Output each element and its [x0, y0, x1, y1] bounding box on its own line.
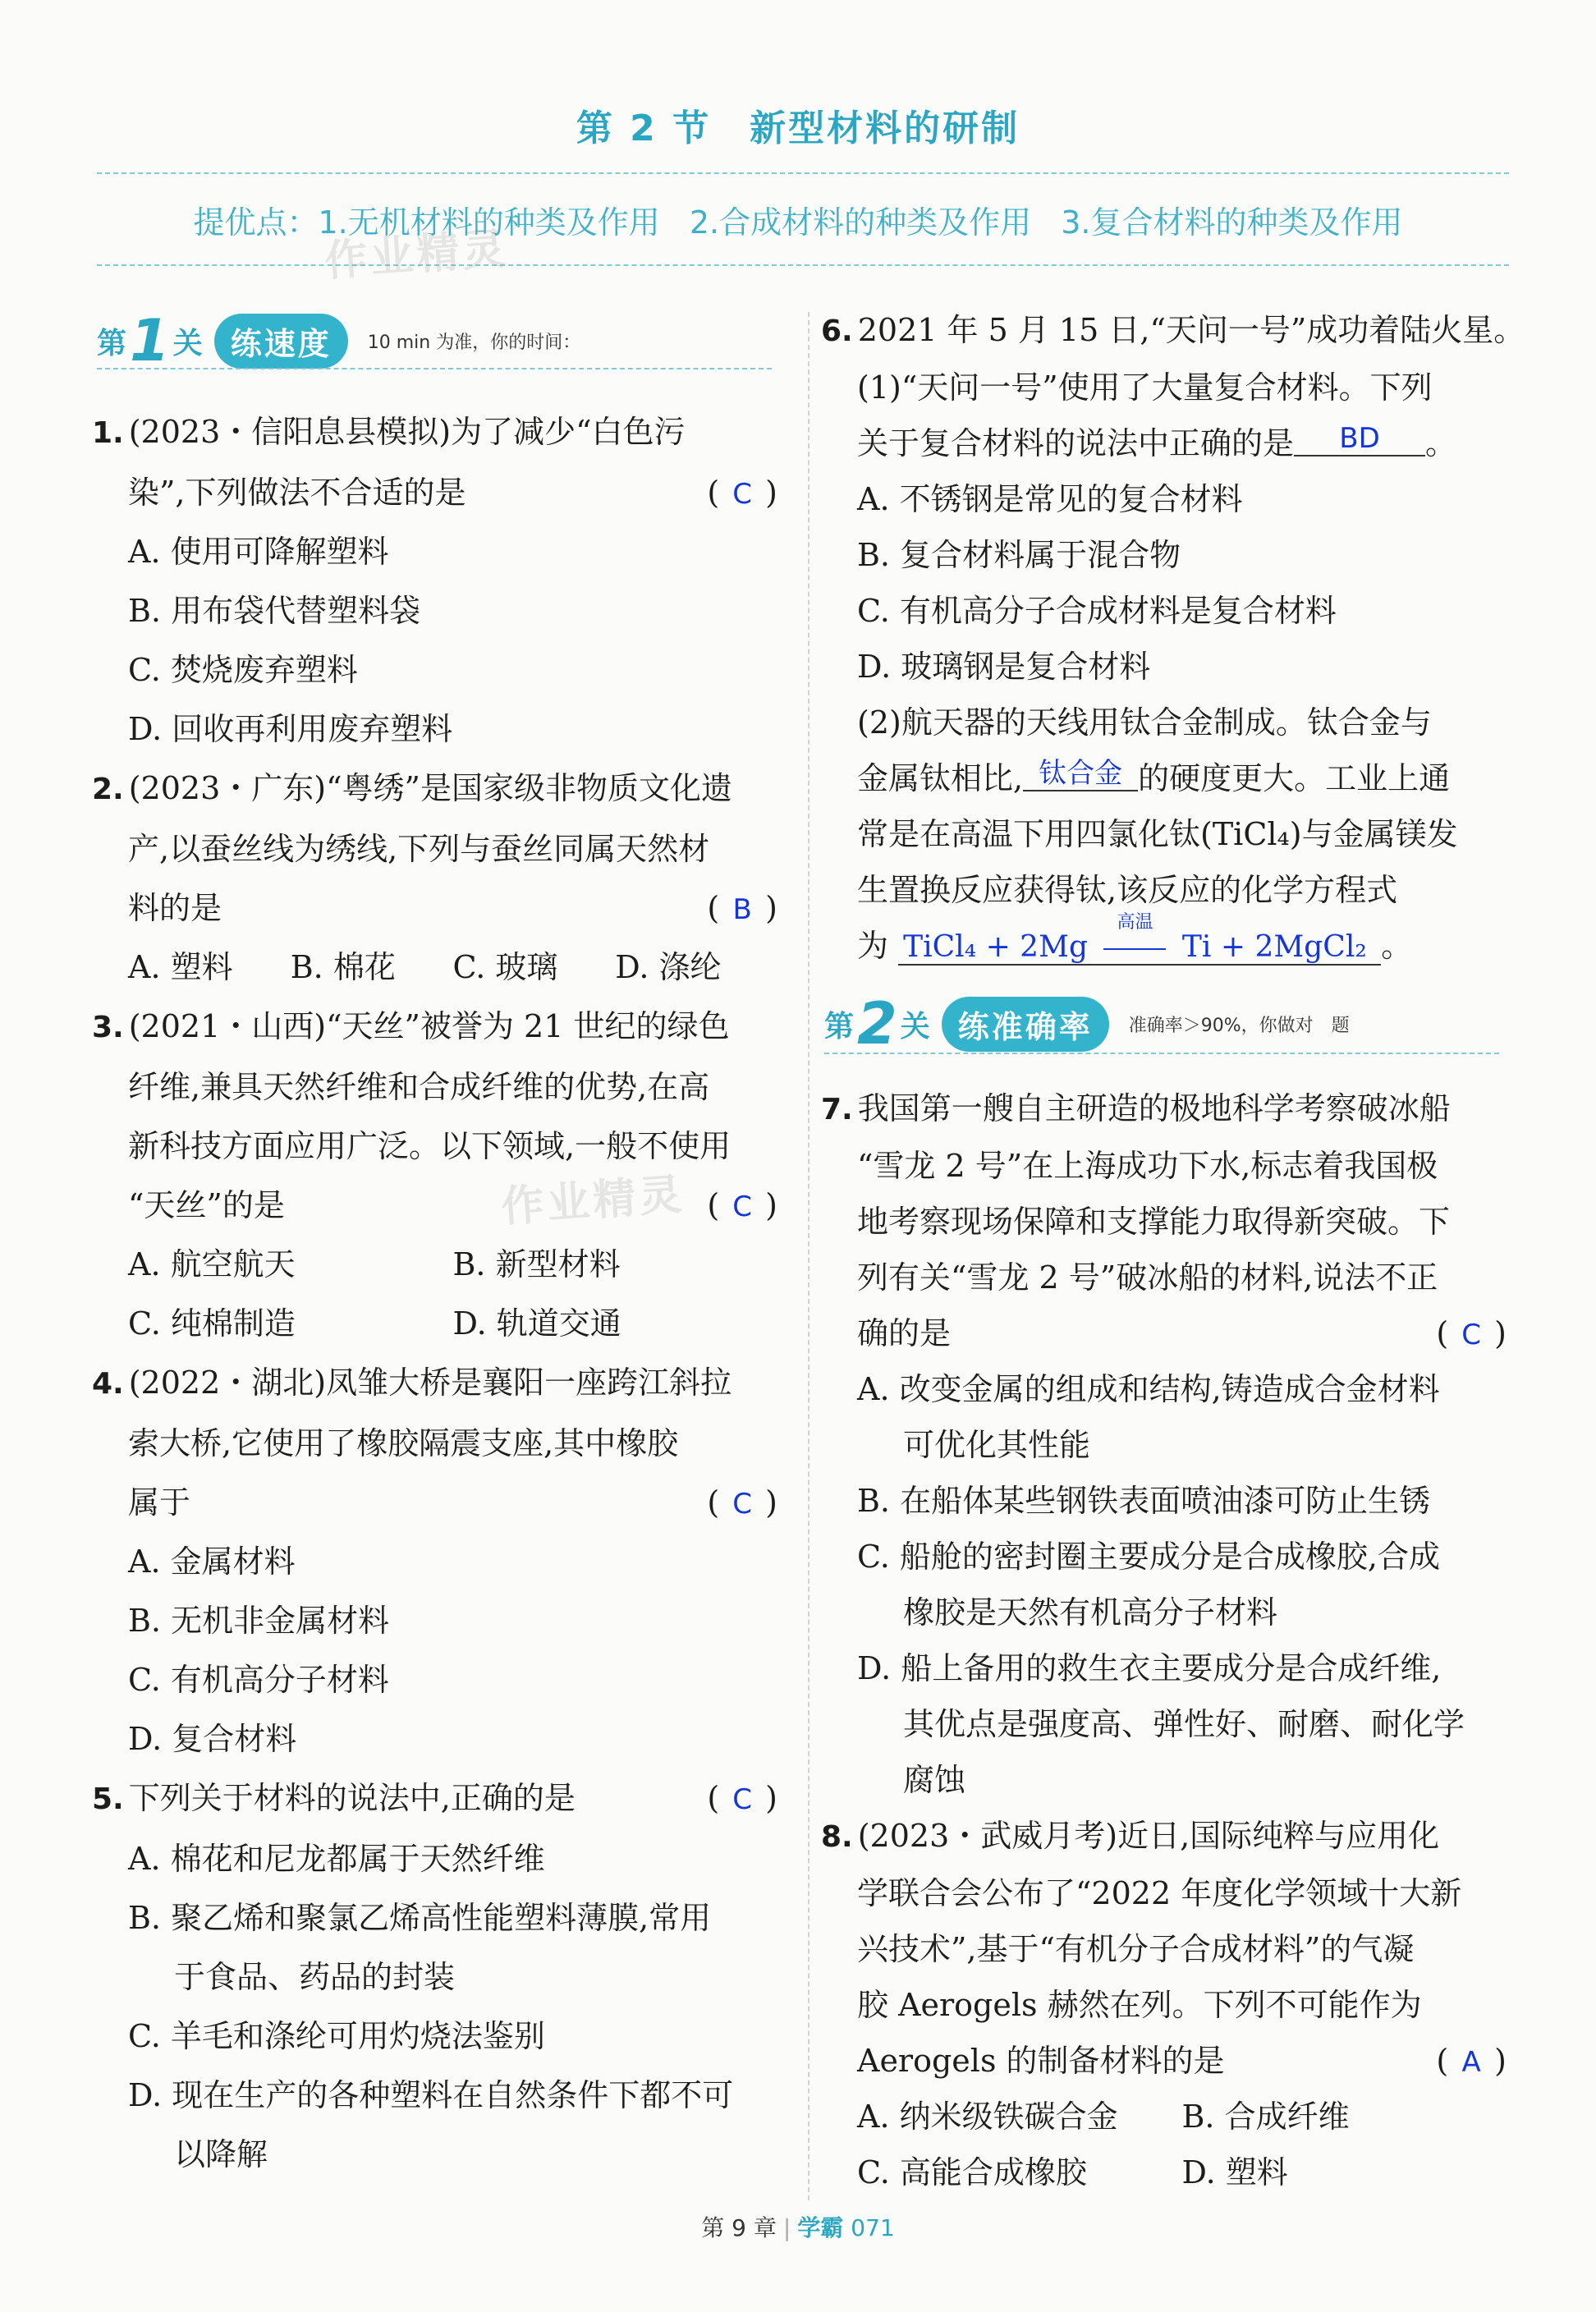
option-d: D. 现在生产的各种塑料在自然条件下都不可	[128, 2077, 734, 2113]
option-d-cont: 其优点是强度高、弹性好、耐磨、耐化学	[903, 1706, 1465, 1742]
option-a: A. 塑料	[128, 949, 233, 985]
question-8-line-1: 8. (2023・武威月考)近日,国际纯粹与应用化	[821, 1818, 1440, 1854]
column-divider	[808, 312, 809, 2200]
question-6-equation-line: 为 TiCl₄ + 2Mg 高温 Ti + 2MgCl₂ 。	[821, 918, 1507, 975]
reaction-condition	[1103, 912, 1166, 975]
option-d: D. 涤纶	[615, 949, 722, 985]
answer-q2: B	[732, 893, 752, 926]
option-b: B. 用布袋代替塑料袋	[128, 593, 421, 629]
question-5-line-1: 5. 下列关于材料的说法中,正确的是 ( C )	[92, 1768, 777, 1829]
practice-badge: 练速度	[214, 314, 348, 369]
option-c: C. 焚烧废弃塑料	[128, 652, 358, 688]
option-b-cont: 于食品、药品的封装	[174, 1959, 456, 1995]
question-4-line-2: 索大桥,它使用了橡胶隔震支座,其中橡胶	[128, 1425, 679, 1461]
level-suffix: 关	[172, 326, 203, 360]
page-number: 071	[851, 2214, 895, 2241]
option-b: B. 在船体某些钢铁表面喷油漆可防止生锈	[857, 1483, 1431, 1519]
option-c: C. 玻璃	[452, 949, 558, 985]
question-2-line-3: 料的是 ( B )	[92, 878, 777, 938]
timing-note: 10 min 为准，你的时间：	[367, 332, 581, 353]
level-number: 1	[130, 307, 170, 374]
accuracy-note: 准确率＞90%，你做对 题	[1128, 1015, 1350, 1036]
key-point-1: 提优点：1.无机材料的种类及作用	[193, 204, 660, 241]
option-d: D. 复合材料	[128, 1721, 297, 1757]
keypoints-divider	[97, 264, 1509, 266]
question-8-line-3: 兴技术”,基于“有机分子合成材料”的气凝	[857, 1931, 1415, 1967]
section-2-underline	[824, 1053, 1499, 1054]
question-6-part2-line-2: 金属钛相比, 钛合金 的硬度更大。工业上通	[857, 757, 1451, 796]
level-prefix: 第	[824, 1009, 855, 1044]
question-8-line-4: 胶 Aerogels 赫然在列。下列不可能作为	[857, 1987, 1422, 2023]
question-4-line-3: 属于 ( C )	[92, 1473, 777, 1532]
question-6-part2-line-4: 生置换反应获得钛,该反应的化学方程式	[857, 872, 1398, 908]
left-column	[92, 402, 777, 2184]
question-7-line-2: “雪龙 2 号”在上海成功下水,标志着我国极	[857, 1148, 1438, 1184]
answer-bracket: ( C )	[707, 1176, 777, 1236]
key-point-2: 2.合成材料的种类及作用	[689, 204, 1032, 241]
option-b: B. 新型材料	[452, 1246, 621, 1282]
right-column-lower	[821, 1080, 1507, 2200]
question-7-line-5: 确的是 ( C )	[821, 1305, 1507, 1361]
question-7-line-3: 地考察现场保障和支撑能力取得新突破。下	[857, 1204, 1451, 1240]
option-a: A. 金属材料	[128, 1544, 296, 1580]
option-b: B. 复合材料属于混合物	[857, 537, 1181, 573]
question-3-line-4: “天丝”的是 ( C )	[92, 1176, 777, 1235]
equation-reactants: TiCl₄ + 2Mg	[903, 930, 1088, 964]
option-d: D. 塑料	[1181, 2154, 1288, 2190]
question-8-options-cd	[821, 2145, 1507, 2200]
option-a: A. 纳米级铁碳合金	[857, 2099, 1118, 2135]
option-a: A. 使用可降解塑料	[128, 534, 389, 570]
answer-q3: C	[732, 1190, 753, 1223]
option-a: A. 改变金属的组成和结构,铸造成合金材料	[857, 1371, 1440, 1407]
question-3-line-1: 3. (2021・山西)“天丝”被誉为 21 世纪的绿色	[92, 1008, 730, 1044]
answer-bracket: ( C )	[707, 1768, 777, 1829]
title-divider	[97, 172, 1509, 174]
section-title: 第 2 节 新型材料的研制	[576, 108, 1020, 149]
answer-q6-2: 钛合金	[1023, 757, 1138, 791]
chemical-equation	[898, 912, 1381, 966]
key-points	[0, 197, 1596, 242]
level-suffix: 关	[900, 1009, 930, 1044]
answer-q7: C	[1461, 1319, 1482, 1351]
key-point-3: 3.复合材料的种类及作用	[1061, 204, 1403, 241]
option-a: A. 不锈钢是常见的复合材料	[857, 481, 1243, 517]
page-footer: 第 9 章 | 学霸 071	[701, 2214, 895, 2241]
option-c: C. 羊毛和涤纶可用灼烧法鉴别	[128, 2018, 545, 2054]
section-1-underline	[97, 368, 772, 369]
question-3-options-ab	[92, 1235, 777, 1294]
option-d: D. 船上备用的救生衣主要成分是合成纤维,	[857, 1650, 1442, 1686]
option-a: A. 棉花和尼龙都属于天然纤维	[128, 1841, 545, 1877]
option-b: B. 合成纤维	[1181, 2099, 1350, 2135]
option-d-cont: 腐蚀	[903, 1762, 966, 1798]
watermark: 作业精灵	[499, 1170, 687, 1232]
option-c-cont: 橡胶是天然有机高分子材料	[903, 1594, 1278, 1631]
question-7-line-4: 列有关“雪龙 2 号”破冰船的材料,说法不正	[857, 1259, 1438, 1296]
option-c: C. 高能合成橡胶	[857, 2154, 1087, 2190]
answer-q4: C	[732, 1488, 753, 1521]
question-6-part2-line-3: 常是在高温下用四氯化钛(TiCl₄)与金属镁发	[857, 816, 1458, 852]
question-3-line-3: 新科技方面应用广泛。以下领域,一般不使用	[128, 1128, 732, 1164]
question-6-part1-line-1: (1)“天问一号”使用了大量复合材料。下列	[857, 369, 1433, 406]
section-2-header	[824, 990, 1350, 1057]
answer-q5: C	[732, 1783, 753, 1816]
option-c: C. 有机高分子合成材料是复合材料	[857, 593, 1337, 629]
option-d: D. 轨道交通	[452, 1305, 621, 1342]
option-c: C. 纯棉制造	[128, 1305, 296, 1342]
option-a-cont: 可优化其性能	[903, 1427, 1091, 1463]
question-6-part1-line-2: 关于复合材料的说法中正确的是 BD 。	[857, 422, 1457, 461]
answer-q8: A	[1461, 2046, 1481, 2079]
question-2-options	[92, 938, 777, 997]
answer-q6-1: BD	[1294, 422, 1425, 456]
option-b: B. 聚乙烯和聚氯乙烯高性能塑料薄膜,常用	[128, 1900, 712, 1936]
equation-products: Ti + 2MgCl₂	[1181, 930, 1367, 964]
answer-bracket: ( C )	[707, 463, 777, 524]
right-column	[821, 302, 1525, 975]
level-number: 2	[857, 990, 897, 1057]
answer-bracket: ( C )	[1436, 1305, 1507, 1363]
option-a: A. 航空航天	[128, 1246, 296, 1282]
question-3-line-2: 纤维,兼具天然纤维和合成纤维的优势,在高	[128, 1069, 710, 1105]
question-6-intro: 6. 2021 年 5 月 15 日,“天问一号”成功着陆火星。	[821, 312, 1525, 348]
question-3-options-cd	[92, 1294, 777, 1353]
answer-bracket: ( B )	[707, 878, 777, 939]
question-7-line-1: 7. 我国第一艘自主研造的极地科学考察破冰船	[821, 1090, 1451, 1126]
question-8-options-ab	[821, 2089, 1507, 2145]
question-2-line-1: 2. (2023・广东)“粤绣”是国家级非物质文化遗	[92, 770, 732, 806]
question-8-line-5: Aerogels 的制备材料的是 ( A )	[821, 2033, 1507, 2089]
section-1-header	[97, 307, 581, 374]
question-1-line-2: 染”,下列做法不合适的是 ( C )	[92, 463, 777, 522]
answer-q1: C	[732, 478, 753, 511]
practice-badge: 练准确率	[942, 997, 1109, 1052]
answer-bracket: ( A )	[1436, 2033, 1507, 2090]
answer-bracket: ( C )	[707, 1473, 777, 1534]
level-prefix: 第	[97, 326, 127, 360]
question-6-part2-line-1: (2)航天器的天线用钛合金制成。钛合金与	[857, 704, 1432, 741]
condition-label: 高温	[1117, 912, 1153, 933]
option-d: D. 玻璃钢是复合材料	[857, 649, 1151, 685]
question-8-line-2: 学联合会公布了“2022 年度化学领域十大新	[857, 1875, 1462, 1911]
brand-name: 学霸	[797, 2214, 844, 2241]
option-c: C. 有机高分子材料	[128, 1662, 389, 1698]
watermark: 作业精灵	[323, 224, 511, 287]
option-b: B. 无机非金属材料	[128, 1603, 390, 1639]
option-c: C. 船舱的密封圈主要成分是合成橡胶,合成	[857, 1539, 1440, 1575]
option-d: D. 回收再利用废弃塑料	[128, 711, 453, 747]
chapter-label: 第 9 章	[701, 2214, 777, 2241]
option-d-cont: 以降解	[174, 2136, 268, 2172]
question-4-line-1: 4. (2022・湖北)凤雏大桥是襄阳一座跨江斜拉	[92, 1365, 732, 1401]
question-2-line-2: 产,以蚕丝线为绣线,下列与蚕丝同属天然材	[128, 831, 710, 867]
option-b: B. 棉花	[290, 949, 396, 985]
question-1-line-1: 1. (2023・信阳息县模拟)为了减少“白色污	[92, 414, 686, 450]
